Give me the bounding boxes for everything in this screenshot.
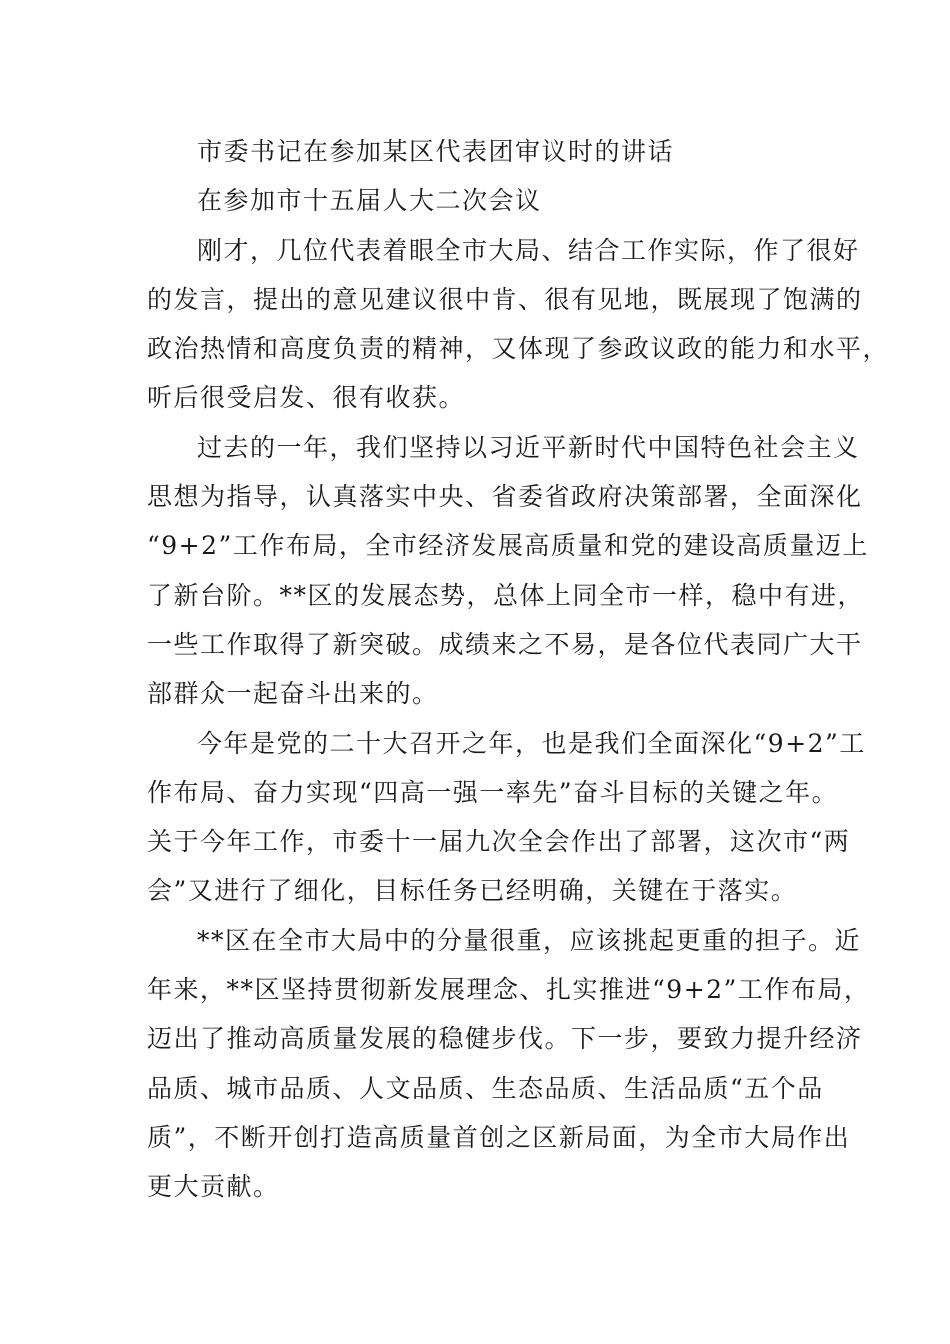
paragraph-2 (147, 423, 869, 719)
paragraph-line: “9+2”工作布局，全市经济发展高质量和党的建设高质量迈上 (147, 531, 869, 561)
paragraph-line: 一些工作取得了新突破。成绩来之不易，是各位代表同广大干 (147, 629, 863, 659)
paragraph-line: 更大贡献。 (147, 1172, 280, 1202)
paragraph-4 (147, 916, 871, 1212)
paragraph-line: 质”，不断开创打造高质量首创之区新局面，为全市大局作出 (147, 1122, 851, 1152)
paragraph-line: 过去的一年，我们坚持以习近平新时代中国特色社会主义 (197, 432, 860, 462)
paragraph-line: 的发言，提出的意见建议很中肯、很有见地，既展现了饱满的 (147, 284, 863, 314)
paragraph-line: 会”又进行了细化，目标任务已经明确，关键在于落实。 (147, 876, 798, 906)
paragraph-line: 政治热情和高度负责的精神，又体现了参政议政的能力和水平， (147, 334, 890, 364)
document-title: 市委书记在参加某区代表团审议时的讲话 (197, 137, 675, 166)
paragraph-line: 部群众一起奋斗出来的。 (147, 679, 439, 709)
paragraph-line: 品质、城市品质、人文品质、生态品质、生活品质“五个品 (147, 1073, 824, 1103)
paragraph-line: 听后很受启发、很有收获。 (147, 383, 466, 413)
document-subtitle: 在参加市十五届人大二次会议 (197, 186, 542, 216)
document-body (147, 127, 890, 1212)
paragraph-line: 年来，**区坚持贯彻新发展理念、扎实推进“9+2”工作布局， (147, 975, 871, 1005)
paragraph-line: 今年是党的二十大召开之年，也是我们全面深化“9+2”工 (197, 728, 866, 758)
paragraph-line: 关于今年工作，市委十一届九次全会作出了部署，这次市“两 (147, 827, 851, 857)
paragraph-line: 刚才，几位代表着眼全市大局、结合工作实际，作了很好 (197, 235, 860, 265)
paragraph-3 (147, 719, 866, 916)
paragraph-1 (147, 226, 890, 423)
paragraph-line: 思想为指导，认真落实中央、省委省政府决策部署，全面深化 (147, 482, 863, 512)
paragraph-line: 了新台阶。**区的发展态势，总体上同全市一样，稳中有进， (147, 580, 865, 610)
paragraph-line: 迈出了推动高质量发展的稳健步伐。下一步，要致力提升经济 (147, 1024, 863, 1054)
paragraph-line: **区在全市大局中的分量很重，应该挑起更重的担子。近 (197, 925, 862, 955)
paragraph-line: 作布局、奋力实现“四高一强一率先”奋斗目标的关键之年。 (147, 777, 839, 807)
